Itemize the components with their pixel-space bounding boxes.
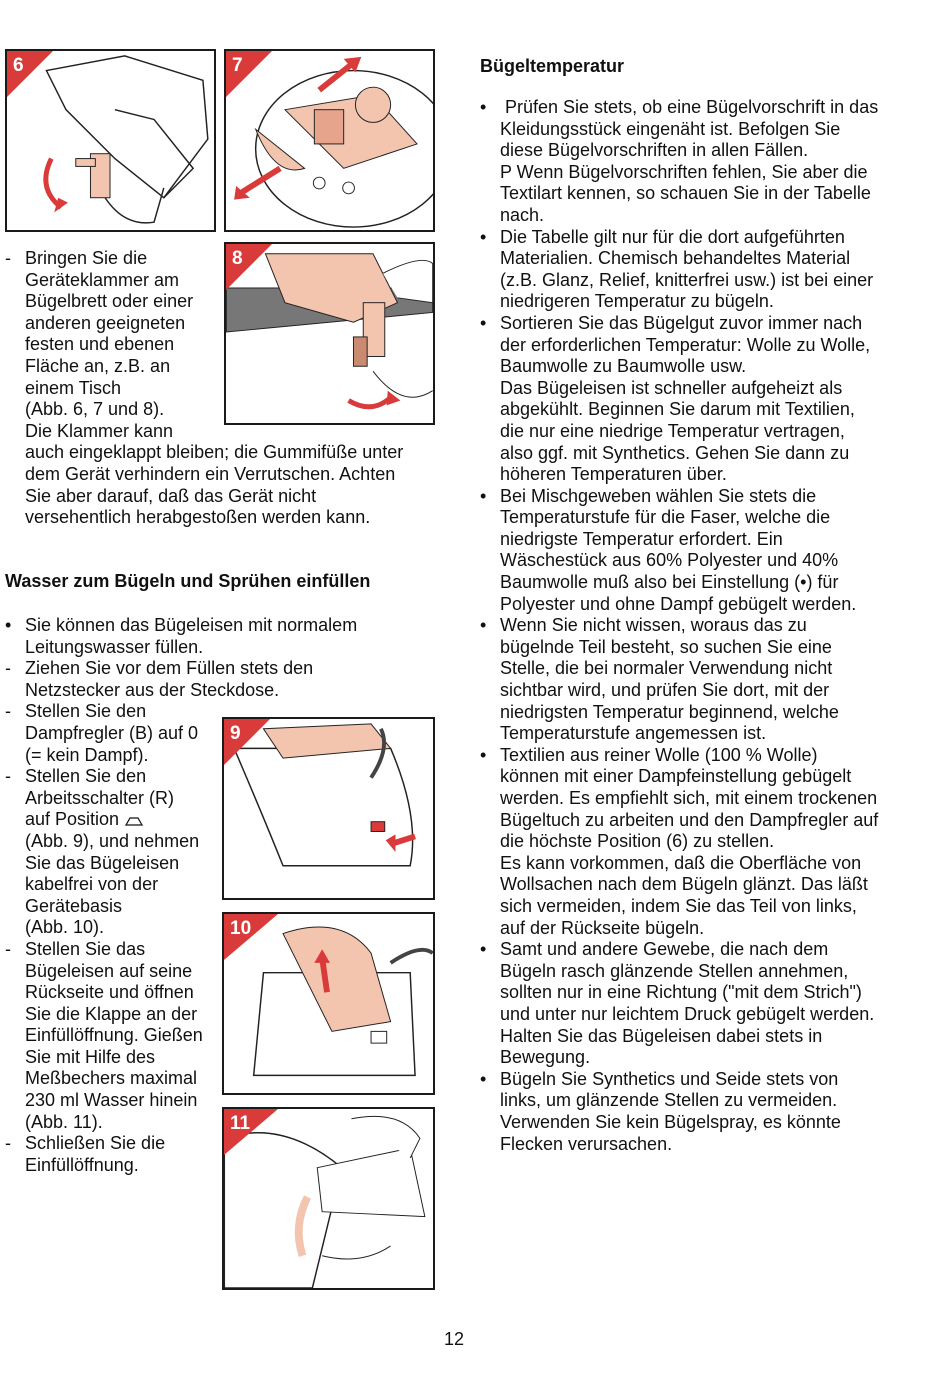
list-item: • Sortieren Sie das Bügelgut zuvor immer nach der erforderlichen Temperatur: Wolle zu Wolle, Baumwolle zu Baumwolle usw. Das Bügeleisen ist schneller aufgeheizt als abgekühlt. Beginnen Sie darum mit Textilien, die nur eine niedrige Temperatur vertragen, also ggf. mit Synthetics. Gehen Sie dann zu höheren Temperaturen über. [480, 312, 871, 485]
list-item: • Prüfen Sie stets, ob eine Bügelvorschrift in das Kleidungsstück eingenäht ist. Befolgen Sie diese Bügelvorschriften in allen Fällen. P Wenn Bügelvorschriften fehlen, Sie aber die Textilart kennen, so schauen Sie in der Tabelle nach. [480, 97, 879, 225]
figure-6-number: 6 [13, 55, 24, 76]
list-item: • Bügeln Sie Synthetics und Seide stets von links, um glänzende Stellen zu vermeiden. Verwenden Sie kein Bügelspray, es könnte Flecken verursachen. [480, 1068, 841, 1154]
iron-symbol-icon [124, 815, 144, 827]
section-heading-temperature: Bügeltemperatur [480, 56, 625, 76]
figure-11-number: 11 [230, 1113, 251, 1134]
temperature-instructions [480, 97, 930, 1155]
list-item: • Wenn Sie nicht wissen, woraus das zu bügelnde Teil besteht, so suchen Sie eine Stelle, die bei normaler Verwendung nicht sichtbar wird, und prüfen Sie dort, mit der niedrigsten Temperatur beginnend, welche Temperaturstufe angemessen ist. [480, 615, 839, 744]
figure-9-number: 9 [230, 723, 241, 744]
figure-7 [224, 49, 435, 232]
clamp-instruction [5, 248, 445, 529]
section-heading-water: Wasser zum Bügeln und Sprühen einfüllen [5, 571, 371, 591]
list-item: - Ziehen Sie vor dem Füllen stets den Netzstecker aus der Steckdose. [5, 658, 314, 700]
figure-6 [5, 49, 216, 232]
list-item: - Stellen Sie den Arbeitsschalter (R) auf Position (Abb. 9), und nehmen Sie das Bügeleisen kabelfrei von der Gerätebasis (Abb. 10). [5, 766, 200, 938]
list-item: • Sie können das Bügeleisen mit normalem Leitungswasser füllen. [5, 615, 358, 657]
list-item: - Schließen Sie die Einfüllöffnung. [5, 1133, 166, 1175]
page-number: 12 [444, 1329, 465, 1349]
list-item: - Bringen Sie die Geräteklammer am Bügelbrett oder einer anderen geeigneten festen und ebenen Fläche an, z.B. an einem Tisch (Abb. 6, 7 und 8). Die Klammer kann auch eingeklappt bleiben; die Gummifüße unter dem Gerät verhindern ein Verrutschen. Achten Sie aber darauf, daß das Gerät nicht versehentlich herabgestoßen werden kann. [5, 248, 404, 528]
figure-7-number: 7 [232, 55, 243, 76]
figure-10-number: 10 [230, 918, 252, 939]
list-marker: - [5, 248, 11, 268]
list-item: - Stellen Sie das Bügeleisen auf seine Rückseite und öffnen Sie die Klappe an der Einfüllöffnung. Gießen Sie mit Hilfe des Meßbechers maximal 230 ml Wasser hinein (Abb. 11). [5, 938, 203, 1132]
list-item: • Bei Mischgeweben wählen Sie stets die Temperaturstufe für die Faser, welche die niedrigste Temperatur erfordert. Ein Wäschestück aus 60% Polyester und 40% Baumwolle muß also bei Einstellung (•) für Polyester und ohne Dampf gebügelt werden. [480, 485, 857, 614]
water-instructions [5, 615, 445, 1176]
list-item: • Textilien aus reiner Wolle (100 % Wolle) können mit einer Dampfeinstellung gebügelt werden. Es empfiehlt sich, mit einem trockenen Bügeltuch zu arbeiten und den Dampfregler auf die höchste Position (6) zu stellen. Es kann vorkommen, daß die Oberfläche von Wollsachen nach dem Bügeln glänzt. Das läßt sich vermeiden, indem Sie das Teil von links, auf der Rückseite bügeln. [480, 744, 879, 938]
list-item: • Samt und andere Gewebe, die nach dem Bügeln rasch glänzende Stellen annehmen, sollten nur in eine Richtung ("mit dem Strich") und unter nur leichtem Druck gebügelt werden. Halten Sie das Bügeleisen dabei stets in Bewegung. [480, 939, 875, 1068]
list-item: - Stellen Sie den Dampfregler (B) auf 0 (= kein Dampf). [5, 701, 199, 765]
list-item: • Die Tabelle gilt nur für die dort aufgeführten Materialien. Chemisch behandeltes Material (z.B. Glanz, Relief, knitterfrei usw.) ist bei einer niedrigeren Temperatur zu bügeln. [480, 226, 874, 312]
figure-8-number: 8 [232, 248, 243, 269]
